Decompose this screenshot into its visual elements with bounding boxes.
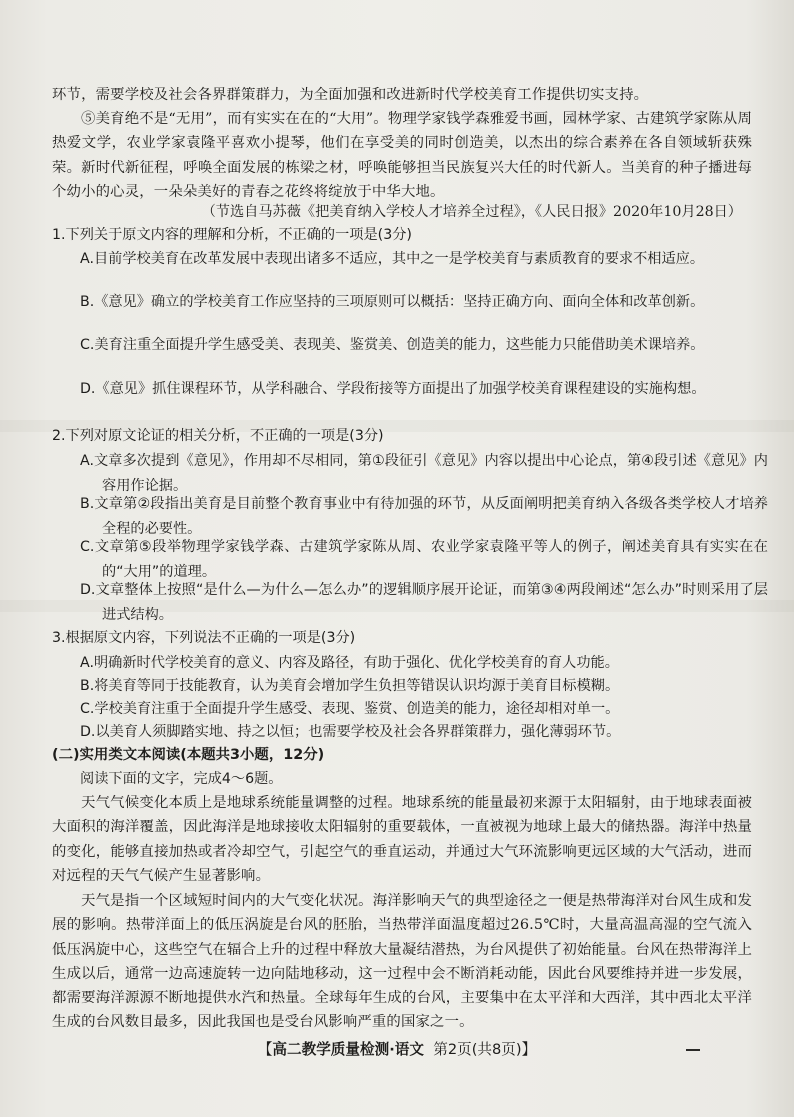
footer-exam-name: 高二教学质量检测 [272, 1041, 390, 1058]
question-1-option-b: B.《意见》确立的学校美育工作应坚持的三项原则可以概括：坚持正确方向、面向全体和改革创新。 [80, 294, 705, 310]
question-1-stem: 1.下列关于原文内容的理解和分析，不正确的一项是(3分) [52, 227, 412, 243]
footer-bracket-left: 【 [257, 1041, 273, 1058]
question-1-option-a: A.目前学校美育在改革发展中表现出诸多不适应，其中之一是学校美育与素质教育的要求不相适应。 [80, 251, 705, 267]
article-source: （节选自马苏薇《把美育纳入学校人才培养全过程》，《人民日报》2020年10月28日） [201, 204, 742, 220]
article-paragraph-5: ⑤美育绝不是“无用”，而有实实在在的“大用”。物理学家钱学森雅爱书画，园林学家、古建筑学家陈从周热爱文学，农业学家袁隆平喜欢小提琴，他们在享受美的同时创造美，以杰出的综合素养在各自领域斩获殊荣。新时代新征程，呼唤全面发展的栋梁之材，呼唤能够担当民族复兴大任的时代新人。当美育的种子播进每个幼小的心灵，一朵朵美好的青春之花终将绽放于中华大地。 [52, 111, 752, 200]
question-3-option-d: D.以美育人须脚踏实地、持之以恒；也需要学校及社会各界群策群力，强化薄弱环节。 [80, 724, 621, 740]
question-1-option-c: C.美育注重全面提升学生感受美、表现美、鉴赏美、创造美的能力，这些能力只能借助美术课培养。 [80, 337, 705, 353]
question-2-stem: 2.下列对原文论证的相关分析，不正确的一项是(3分) [52, 428, 384, 444]
footer-page-number: 第2页(共8页) [433, 1041, 522, 1058]
question-2-option-a: A.文章多次提到《意见》，作用却不尽相同，第①段征引《意见》内容以提出中心论点，第④段引述《意见》内容用作论据。 [80, 453, 768, 494]
footer-dash [686, 1049, 700, 1051]
article-paragraph-4-end: 环节，需要学校及社会各界群策群力，为全面加强和改进新时代学校美育工作提供切实支持。 [52, 87, 649, 103]
question-3-stem: 3.根据原文内容，下列说法不正确的一项是(3分) [52, 630, 356, 646]
question-2-option-c: C.文章第⑤段举物理学家钱学森、古建筑学家陈从周、农业学家袁隆平等人的例子，阐述美育具有实实在在的“大用”的道理。 [80, 539, 768, 580]
section-2-instruction: 阅读下面的文字，完成4～6题。 [80, 771, 283, 787]
question-2-option-d: D.文章整体上按照“是什么—为什么—怎么办”的逻辑顺序展开论证，而第③④两段阐述“怎么办”时则采用了层进式结构。 [80, 582, 768, 623]
question-2-option-b: B.文章第②段指出美育是目前整个教育事业中有待加强的环节，从反面阐明把美育纳入各级各类学校人才培养全程的必要性。 [80, 496, 768, 537]
section-2-title: (二)实用类文本阅读(本题共3小题，12分) [52, 747, 325, 763]
footer-bracket-right: 】 [521, 1041, 537, 1058]
text-paragraph-2: 天气是指一个区域短时间内的大气变化状况。海洋影响天气的典型途径之一便是热带海洋对台风生成和发展的影响。热带洋面上的低压涡旋是台风的胚胎，当热带洋面温度超过26.5℃时，大量高温高湿的空气流入低压涡旋中心，这些空气在辐合上升的过程中释放大量凝结潜热，为台风提供了初始能量。台风在热带海洋上生成以后，通常一边高速旋转一边向陆地移动，这一过程中会不断消耗动能，因此台风要维持并进一步发展，都需要海洋源源不断地提供水汽和热量。全球每年生成的台风，主要集中在太平洋和大西洋，其中西北太平洋生成的台风数目最多，因此我国也是受台风影响严重的国家之一。 [52, 893, 752, 1031]
page-footer [0, 1038, 794, 1062]
text-paragraph-1: 天气气候变化本质上是地球系统能量调整的过程。地球系统的能量最初来源于太阳辐射，由于地球表面被大面积的海洋覆盖，因此海洋是地球接收太阳辐射的重要载体，一直被视为地球上最大的储热器。海洋中热量的变化，能够直接加热或者冷却空气，引起空气的垂直运动，并通过大气环流影响更远区域的大气活动，进而对远程的天气气候产生显著影响。 [52, 795, 752, 884]
question-3-option-b: B.将美育等同于技能教育，认为美育会增加学生负担等错误认识均源于美育目标模糊。 [80, 678, 620, 694]
question-3-option-c: C.学校美育注重于全面提升学生感受、表现、鉴赏、创造美的能力，途径却相对单一。 [80, 701, 620, 717]
question-1-option-d: D.《意见》抓住课程环节，从学科融合、学段衔接等方面提出了加强学校美育课程建设的实施构想。 [80, 381, 706, 397]
footer-subject: 语文 [394, 1041, 424, 1058]
footer-dot: · [389, 1041, 395, 1058]
question-3-option-a: A.明确新时代学校美育的意义、内容及路径，有助于强化、优化学校美育的育人功能。 [80, 655, 619, 671]
